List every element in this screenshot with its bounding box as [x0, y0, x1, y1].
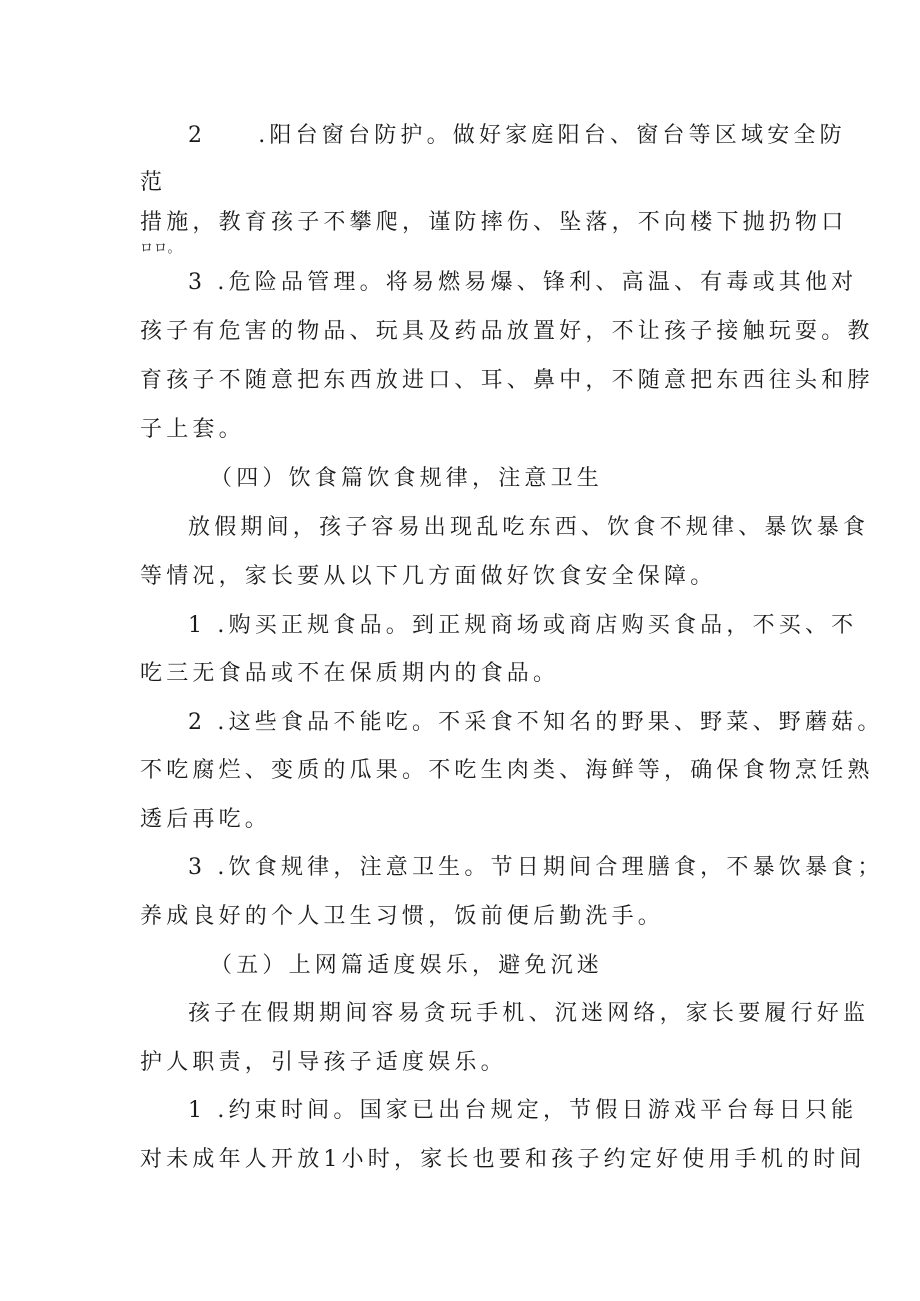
paragraph-line: 3 .危险品管理。将易燃易爆、锋利、高温、有毒或其他对 — [188, 270, 858, 295]
paragraph-line: 养成良好的个人卫生习惯，饭前便后勤洗手。 — [140, 904, 665, 929]
paragraph-line: 不吃腐烂、变质的瓜果。不吃生肉类、海鲜等，确保食物烹饪熟 — [140, 758, 874, 783]
paragraph-line: 育孩子不随意把东西放进口、耳、鼻中，不随意把东西往头和脖 — [140, 368, 874, 393]
paragraph-line: 1 .购买正规食品。到正规商场或商店购买食品，不买、不 — [188, 613, 858, 638]
paragraph-line: 1 .约束时间。国家已出台规定，节假日游戏平台每日只能 — [188, 1098, 858, 1123]
paragraph-line: 范 — [140, 170, 167, 195]
item-number: 2 — [188, 123, 207, 148]
paragraph-line: 孩子有危害的物品、玩具及药品放置好，不让孩子接触玩耍。教 — [140, 319, 874, 344]
paragraph-text: .阳台窗台防护。做好家庭阳台、窗台等区域安全防 — [258, 123, 846, 148]
paragraph-line: ロロ。 — [140, 241, 182, 256]
paragraph-line: 措施，教育孩子不攀爬，谨防摔伤、坠落，不向楼下抛扔物口 — [140, 210, 848, 235]
paragraph-line: 吃三无食品或不在保质期内的食品。 — [140, 661, 560, 686]
paragraph-line: 放假期间，孩子容易出现乱吃东西、饮食不规律、暴饮暴食 — [188, 515, 870, 540]
paragraph-line: 对未成年人开放1小时，家长也要和孩子约定好使用手机的时间 — [140, 1147, 866, 1172]
paragraph-line: 3 .饮食规律，注意卫生。节日期间合理膳食，不暴饮暴食； — [188, 855, 884, 880]
section-heading: （四）饮食篇饮食规律，注意卫生 — [210, 466, 604, 491]
paragraph-line: 2 .这些食品不能吃。不采食不知名的野果、野菜、野蘑菇。 — [188, 710, 884, 735]
paragraph-line: 孩子在假期期间容易贪玩手机、沉迷网络，家长要履行好监 — [188, 1001, 870, 1026]
paragraph-line: 护人职责，引导孩子适度娱乐。 — [140, 1050, 507, 1075]
paragraph-line: 透后再吃。 — [140, 807, 272, 832]
paragraph-line: 子上套。 — [140, 417, 245, 442]
paragraph-line: 等情况，家长要从以下几方面做好饮食安全保障。 — [140, 564, 717, 589]
paragraph-line — [188, 121, 846, 151]
section-heading: （五）上网篇适度娱乐，避免沉迷 — [210, 953, 604, 978]
